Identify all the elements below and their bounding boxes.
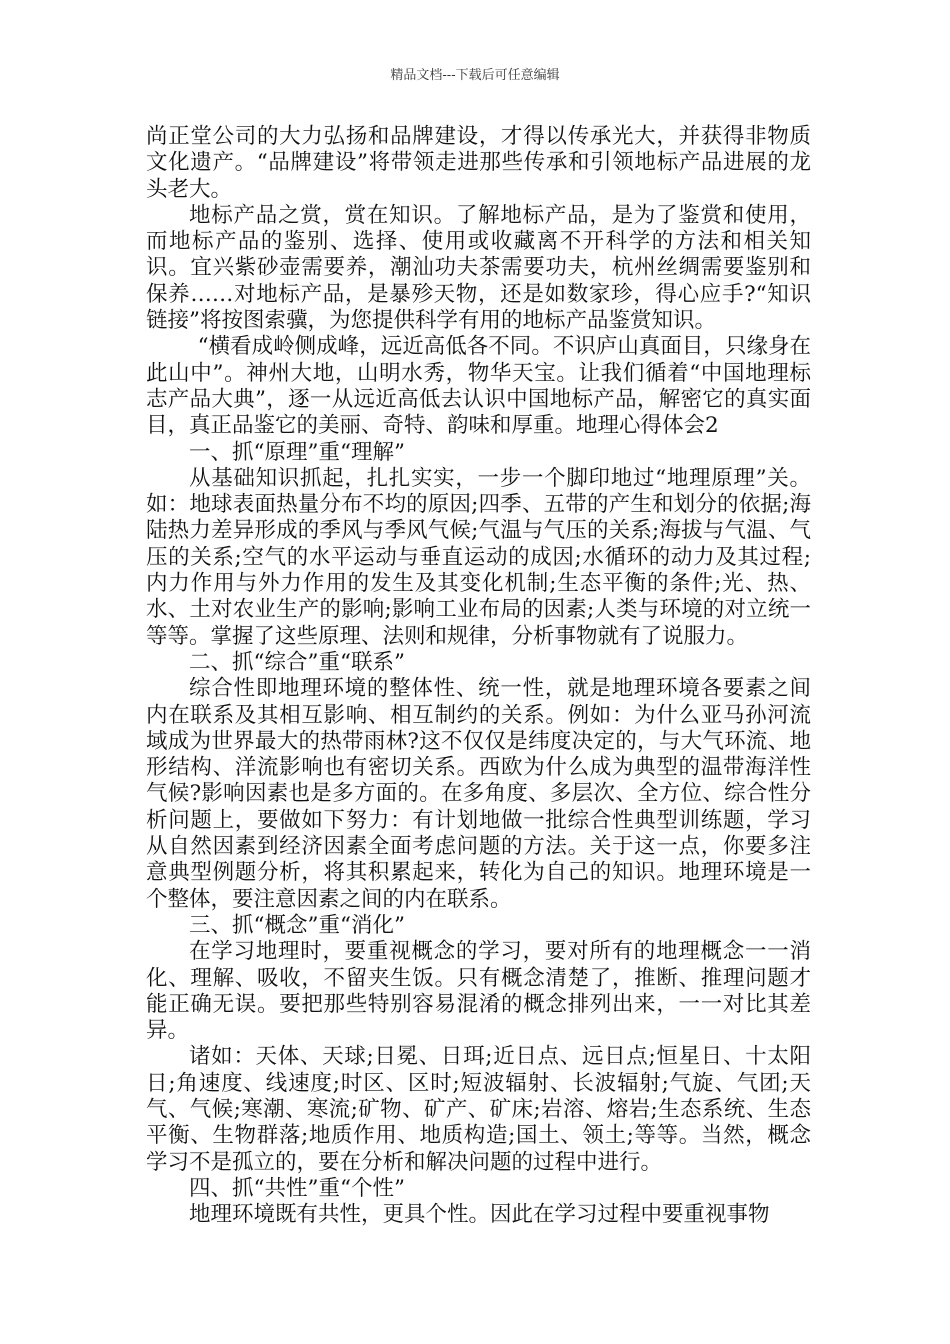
paragraph-3: “横看成岭侧成峰，远近高低各不同。不识庐山真面目，只缘身在此山中”。神州大地，山明水秀，物华天宝。让我们循着“中国地理标志产品大典”，逐一从远近高低去认识中国地标产品，解密它的真实面目，真正品鉴它的美丽、奇特、韵味和厚重。地理心得体会2 — [146, 334, 811, 439]
section-heading-4: 四、抓“共性”重“个性” — [189, 1175, 405, 1201]
section-heading-1: 一、抓“原理”重“理解” — [189, 439, 405, 465]
paragraph-8: 地理环境既有共性，更具个性。因此在学习过程中要重视事物 — [189, 1202, 770, 1228]
paragraph-1: 尚正堂公司的大力弘扬和品牌建设，才得以传承光大，并获得非物质文化遗产。“品牌建设”将带领走进那些传承和引领地标产品进展的龙头老大。 — [146, 124, 811, 202]
paragraph-6: 在学习地理时，要重视概念的学习，要对所有的地理概念一一消化、理解、吸收，不留夹生饭。只有概念清楚了，推断、推理问题才能正确无误。要把那些特别容易混淆的概念排列出来，一一对比其差异。 — [146, 939, 811, 1044]
section-heading-3: 三、抓“概念”重“消化” — [189, 912, 405, 938]
paragraph-2: 地标产品之赏，赏在知识。了解地标产品，是为了鉴赏和使用，而地标产品的鉴别、选择、使用或收藏离不开科学的方法和相关知识。宜兴紫砂壶需要养，潮汕功夫茶需要功夫，杭州丝绸需要鉴别和保养……对地标产品，是暴殄天物，还是如数家珍，得心应手?“知识链接”将按图索骥，为您提供科学有用的地标产品鉴赏知识。 — [146, 202, 811, 334]
document-body — [146, 124, 811, 1228]
page-header: 精品文档---下载后可任意编辑 — [390, 68, 560, 83]
paragraph-5: 综合性即地理环境的整体性、统一性，就是地理环境各要素之间内在联系及其相互影响、相互制约的关系。例如：为什么亚马孙河流域成为世界最大的热带雨林?这不仅仅是纬度决定的，与大气环流、地形结构、洋流影响也有密切关系。西欧为什么成为典型的温带海洋性气候?影响因素也是多方面的。在多角度、多层次、全方位、综合性分析问题上，要做如下努力：有计划地做一批综合性典型训练题，学习从自然因素到经济因素全面考虑问题的方法。关于这一点，你要多注意典型例题分析，将其积累起来，转化为自己的知识。地理环境是一个整体，要注意因素之间的内在联系。 — [146, 676, 811, 912]
section-heading-2: 二、抓“综合”重“联系” — [189, 649, 405, 675]
paragraph-4: 从基础知识抓起，扎扎实实，一步一个脚印地过“地理原理”关。如：地球表面热量分布不均的原因;四季、五带的产生和划分的依据;海陆热力差异形成的季风与季风气候;气温与气压的关系;海拔与气温、气压的关系;空气的水平运动与垂直运动的成因;水循环的动力及其过程;内力作用与外力作用的发生及其变化机制;生态平衡的条件;光、热、水、土对农业生产的影响;影响工业布局的因素;人类与环境的对立统一等等。掌握了这些原理、法则和规律，分析事物就有了说服力。 — [146, 465, 811, 649]
paragraph-7: 诸如：天体、天球;日冕、日珥;近日点、远日点;恒星日、十太阳日;角速度、线速度;时区、区时;短波辐射、长波辐射;气旋、气团;天气、气候;寒潮、寒流;矿物、矿产、矿床;岩溶、熔岩;生态系统、生态平衡、生物群落;地质作用、地质构造;国土、领土;等等。当然，概念学习不是孤立的，要在分析和解决问题的过程中进行。 — [146, 1044, 811, 1175]
